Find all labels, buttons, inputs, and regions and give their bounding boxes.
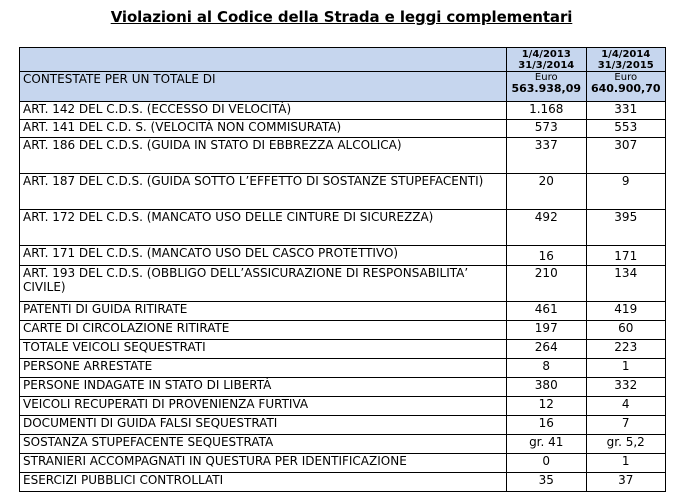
currency-1: Euro: [534, 72, 558, 83]
total-amount-2: [586, 72, 666, 102]
row-label: VEICOLI RECUPERATI DI PROVENIENZA FURTIVA: [20, 397, 507, 416]
row-label: ART. 171 DEL C.D.S. (MANCATO USO DEL CASCO PROTETTIVO): [20, 246, 507, 266]
row-value-1: 16: [507, 416, 587, 435]
total-amount-1: [507, 72, 587, 102]
row-label: TOTALE VEICOLI SEQUESTRATI: [20, 340, 507, 359]
row-value-2: 60: [586, 321, 666, 340]
period-1-end: 31/3/2014: [518, 60, 575, 71]
row-value-2: 171: [586, 246, 666, 266]
row-value-2: 331: [586, 102, 666, 120]
row-value-1: 16: [507, 246, 587, 266]
amount-1: 563.938,09: [511, 82, 582, 95]
table-row: [20, 210, 666, 246]
currency-2: Euro: [614, 72, 638, 83]
period-2-start: 1/4/2014: [601, 49, 651, 60]
row-label: ART. 187 DEL C.D.S. (GUIDA SOTTO L’EFFETTO DI SOSTANZE STUPEFACENTI): [20, 174, 507, 210]
page-title: Violazioni al Codice della Strada e leggi complementari: [110, 8, 573, 26]
row-label: ART. 172 DEL C.D.S. (MANCATO USO DELLE CINTURE DI SICUREZZA): [20, 210, 507, 246]
row-label: ART. 186 DEL C.D.S. (GUIDA IN STATO DI EBBREZZA ALCOLICA): [20, 138, 507, 174]
row-label: ESERCIZI PUBBLICI CONTROLLATI: [20, 473, 507, 492]
table-row: [20, 174, 666, 210]
row-value-2: gr. 5,2: [586, 435, 666, 454]
row-value-2: 395: [586, 210, 666, 246]
row-label: SOSTANZA STUPEFACENTE SEQUESTRATA: [20, 435, 507, 454]
table-row: [20, 246, 666, 266]
row-value-2: 134: [586, 266, 666, 302]
row-value-1: 573: [507, 120, 587, 138]
period-2-end: 31/3/2015: [597, 60, 654, 71]
table-row: [20, 473, 666, 492]
table-row: [20, 378, 666, 397]
row-value-2: 223: [586, 340, 666, 359]
table-row: [20, 397, 666, 416]
table-row: [20, 359, 666, 378]
row-value-2: 9: [586, 174, 666, 210]
row-value-1: 461: [507, 302, 587, 321]
row-value-1: 197: [507, 321, 587, 340]
table-row: [20, 416, 666, 435]
row-value-1: 8: [507, 359, 587, 378]
table-row: [20, 138, 666, 174]
row-value-1: 210: [507, 266, 587, 302]
row-value-1: 380: [507, 378, 587, 397]
violations-table: [19, 47, 666, 492]
table-row: [20, 321, 666, 340]
period-1-start: 1/4/2013: [521, 49, 571, 60]
table-header-row: [20, 48, 666, 72]
period-1-header: [507, 48, 587, 72]
row-label: CARTE DI CIRCOLAZIONE RITIRATE: [20, 321, 507, 340]
row-label: PERSONE INDAGATE IN STATO DI LIBERTÀ: [20, 378, 507, 397]
row-value-1: 0: [507, 454, 587, 473]
period-2-header: [586, 48, 666, 72]
row-label: DOCUMENTI DI GUIDA FALSI SEQUESTRATI: [20, 416, 507, 435]
row-value-1: 337: [507, 138, 587, 174]
table-row: [20, 120, 666, 138]
row-value-2: 332: [586, 378, 666, 397]
row-value-1: 20: [507, 174, 587, 210]
row-label: ART. 193 DEL C.D.S. (OBBLIGO DELL’ASSICURAZIONE DI RESPONSABILITA’ CIVILE): [20, 266, 507, 302]
row-label: ART. 142 DEL C.D.S. (ECCESSO DI VELOCITÀ): [20, 102, 507, 120]
row-value-1: 492: [507, 210, 587, 246]
row-value-2: 4: [586, 397, 666, 416]
table-row: [20, 340, 666, 359]
amount-2: 640.900,70: [590, 82, 661, 95]
table-row: [20, 454, 666, 473]
row-label: PERSONE ARRESTATE: [20, 359, 507, 378]
row-value-2: 1: [586, 359, 666, 378]
row-value-2: 419: [586, 302, 666, 321]
row-value-1: gr. 41: [507, 435, 587, 454]
table-row: [20, 302, 666, 321]
row-label: STRANIERI ACCOMPAGNATI IN QUESTURA PER IDENTIFICAZIONE: [20, 454, 507, 473]
row-value-1: 12: [507, 397, 587, 416]
total-row: [20, 72, 666, 102]
row-value-2: 553: [586, 120, 666, 138]
table-row: [20, 266, 666, 302]
row-value-2: 1: [586, 454, 666, 473]
row-value-1: 264: [507, 340, 587, 359]
row-value-1: 1.168: [507, 102, 587, 120]
row-label: PATENTI DI GUIDA RITIRATE: [20, 302, 507, 321]
table-row: [20, 435, 666, 454]
row-value-2: 307: [586, 138, 666, 174]
header-empty-cell: [20, 48, 507, 72]
total-label: CONTESTATE PER UN TOTALE DI: [20, 72, 507, 102]
row-label: ART. 141 DEL C.D. S. (VELOCITÀ NON COMMISURATA): [20, 120, 507, 138]
row-value-2: 37: [586, 473, 666, 492]
row-value-1: 35: [507, 473, 587, 492]
row-value-2: 7: [586, 416, 666, 435]
table-row: [20, 102, 666, 120]
